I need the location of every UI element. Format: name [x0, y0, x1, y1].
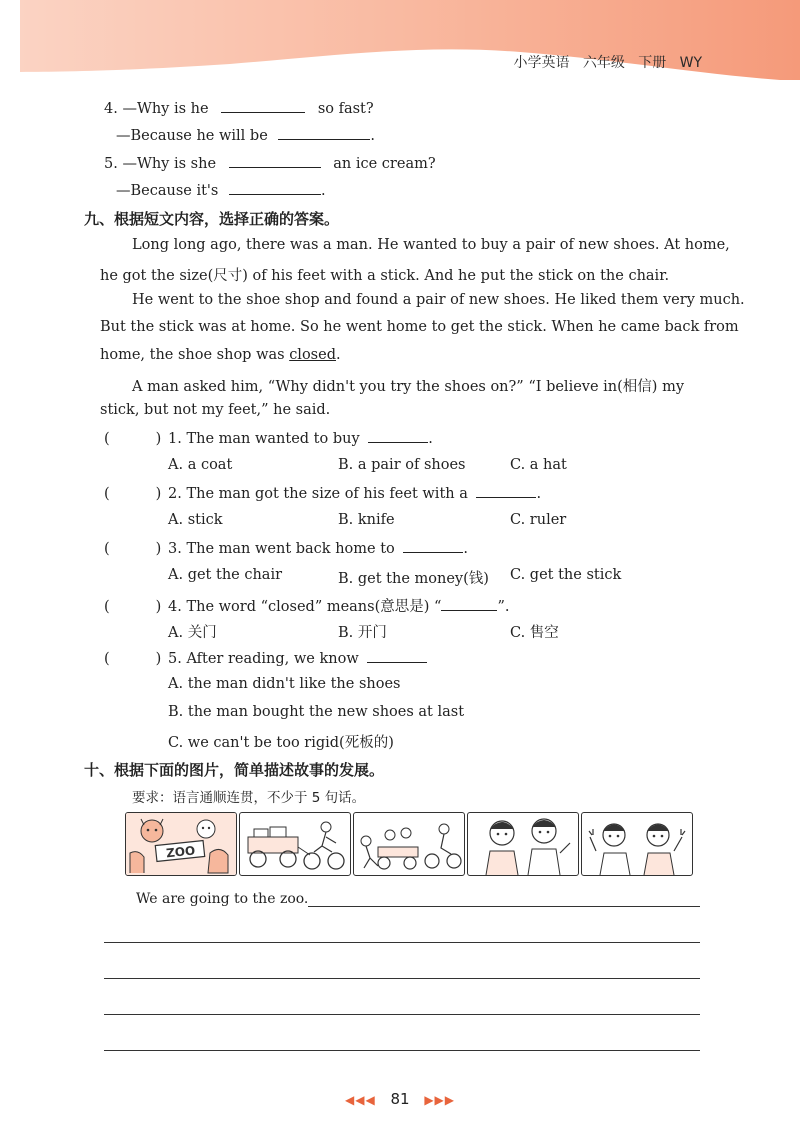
option-b[interactable]: B. the man bought the new shoes at last	[168, 704, 465, 720]
q4-line1	[104, 100, 374, 117]
option-c[interactable]: C. ruler	[510, 512, 567, 528]
passage-line: A man asked him, “Why didn't you try the shoes on?” “I believe in(相信) my	[132, 379, 685, 395]
left-arrows-icon: ◀◀◀	[344, 1093, 376, 1107]
cart-bike-picture	[239, 812, 351, 876]
section-9-heading: 九、根据短文内容，选择正确的答案。	[84, 210, 340, 228]
page-footer	[0, 1090, 800, 1108]
answer-bracket[interactable]: ( )	[104, 541, 162, 557]
question-text: 4. The word “closed” means(意思是) “	[168, 599, 442, 615]
requirement-text: 要求：语言通顺连贯，不少于 5 句话。	[132, 790, 366, 806]
question-end: ”.	[497, 599, 510, 615]
question-end: .	[463, 541, 468, 557]
option-c[interactable]: C. 售空	[510, 625, 559, 641]
answer-bracket[interactable]: ( )	[104, 599, 162, 615]
option-b[interactable]: B. 开门	[338, 625, 387, 641]
passage-line	[100, 347, 341, 363]
story-pictures	[125, 812, 680, 876]
option-a[interactable]: A. 关门	[168, 625, 217, 641]
zoo-gate-picture	[125, 812, 237, 876]
question-text: 3. The man went back home to	[168, 541, 395, 557]
q5-blank-2[interactable]	[229, 182, 321, 195]
option-a[interactable]: A. the man didn't like the shoes	[168, 676, 401, 692]
answer-blank[interactable]	[403, 540, 463, 553]
writing-line[interactable]	[104, 942, 700, 943]
question-3	[104, 540, 468, 557]
writing-line[interactable]	[104, 1050, 700, 1051]
right-arrows-icon: ▶▶▶	[424, 1093, 456, 1107]
option-a[interactable]: A. stick	[168, 512, 223, 528]
q4-line2	[116, 127, 375, 144]
q4-blank-1[interactable]	[221, 100, 305, 113]
answer-blank[interactable]	[367, 650, 427, 663]
answer-blank[interactable]	[368, 430, 428, 443]
answer-blank[interactable]	[476, 485, 536, 498]
q4-period: .	[370, 128, 376, 144]
question-text: 2. The man got the size of his feet with a	[168, 486, 468, 502]
zoo-sign-text: ZOO	[165, 843, 196, 861]
answer-bracket[interactable]: ( )	[104, 431, 162, 447]
q5-line1	[104, 155, 436, 172]
passage-period: .	[335, 347, 341, 363]
q5-answer-prompt: —Because it's	[116, 183, 219, 199]
option-b[interactable]: B. a pair of shoes	[338, 457, 466, 473]
question-5	[104, 650, 427, 667]
q5-period: .	[320, 183, 326, 199]
writing-line[interactable]	[104, 978, 700, 979]
answer-bracket[interactable]: ( )	[104, 651, 162, 667]
writing-line[interactable]	[104, 1014, 700, 1015]
question-end: .	[536, 486, 542, 502]
passage-line: stick, but not my feet,” he said.	[100, 402, 331, 418]
question-end: .	[428, 431, 433, 447]
option-a[interactable]: A. a coat	[168, 457, 233, 473]
story-start-text: We are going to the zoo.	[136, 891, 309, 907]
q4-prompt-end: so fast?	[317, 101, 374, 117]
question-text: 5. After reading, we know	[168, 651, 359, 667]
answer-bracket[interactable]: ( )	[104, 486, 162, 502]
q4-prompt: 4. —Why is he	[104, 101, 209, 117]
q4-answer-prompt: —Because he will be	[116, 128, 268, 144]
option-b[interactable]: B. knife	[338, 512, 395, 528]
q4-blank-2[interactable]	[278, 127, 370, 140]
option-a[interactable]: A. get the chair	[168, 567, 283, 583]
q5-line2	[116, 182, 326, 199]
passage-line: He went to the shoe shop and found a pair of new shoes. He liked them very much.	[132, 292, 745, 308]
option-c[interactable]: C. we can't be too rigid(死板的)	[168, 735, 394, 751]
passage-line: But the stick was at home. So he went home to get the stick. When he came back from	[100, 319, 739, 335]
underlined-word: closed	[289, 347, 336, 363]
question-1	[104, 430, 433, 447]
question-text: 1. The man wanted to buy	[168, 431, 360, 447]
kids-cart-picture	[353, 812, 465, 876]
q5-blank-1[interactable]	[229, 155, 321, 168]
boys-talking-picture	[467, 812, 579, 876]
passage-line: Long long ago, there was a man. He wanted to buy a pair of new shoes. At home,	[132, 237, 730, 253]
header-title: 小学英语 六年级 下册 WY	[513, 55, 702, 71]
waving-picture	[581, 812, 693, 876]
option-c[interactable]: C. a hat	[510, 457, 567, 473]
passage-line: he got the size(尺寸) of his feet with a stick. And he put the stick on the chair.	[100, 268, 670, 284]
option-b[interactable]: B. get the money(钱)	[338, 571, 489, 587]
writing-line[interactable]	[308, 906, 700, 907]
q5-prompt: 5. —Why is she	[104, 156, 217, 172]
passage-text: home, the shoe shop was	[100, 347, 290, 363]
question-4	[104, 595, 509, 616]
question-2	[104, 485, 541, 502]
q5-prompt-end: an ice cream?	[333, 156, 436, 172]
section-10-heading: 十、根据下面的图片，简单描述故事的发展。	[84, 761, 385, 779]
page-number: 81	[390, 1090, 410, 1108]
option-c[interactable]: C. get the stick	[510, 567, 622, 583]
answer-blank[interactable]	[441, 598, 497, 611]
header-banner	[0, 0, 800, 90]
